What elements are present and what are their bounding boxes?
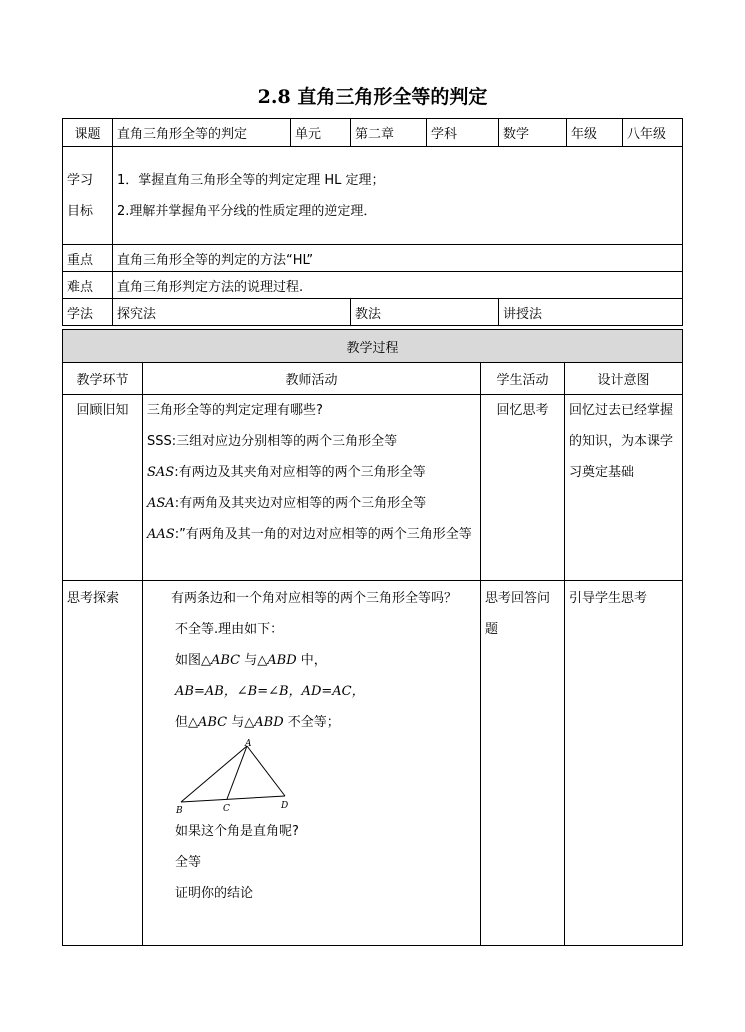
course-label: 课题 — [63, 119, 113, 147]
point-c-label: C — [223, 804, 230, 814]
explore-line-2: AB=AB，∠B=∠B，AD=AC， — [175, 684, 365, 699]
review-sas — [147, 457, 476, 488]
course-value: 直角三角形全等的判定 — [113, 119, 291, 147]
key-label: 重点 — [63, 245, 113, 272]
grade-value: 八年级 — [623, 119, 683, 147]
column-header-intent: 设计意图 — [565, 363, 683, 395]
explore-answer: 不全等.理由如下： — [175, 622, 284, 637]
review-aas — [147, 519, 476, 550]
method-value: 探究法 — [113, 299, 351, 326]
review-intent: 回忆过去已经掌握的知识，为本课学习奠定基础 — [565, 395, 683, 581]
explore-question-2: 如果这个角是直角呢? — [175, 824, 299, 839]
goal-item-1: 1．掌握直角三角形全等的判定定理 HL 定理； — [117, 172, 385, 188]
review-student: 回忆思考 — [481, 395, 565, 581]
process-header: 教学过程 — [63, 330, 683, 363]
teaching-process-table — [62, 329, 683, 946]
review-teacher — [143, 395, 481, 581]
review-question: 三角形全等的判定定理有哪些? — [147, 403, 323, 418]
l3-b: ABC — [198, 715, 228, 730]
explore-student: 思考回答问题 — [481, 581, 565, 946]
column-header-teacher: 教师活动 — [143, 363, 481, 395]
l1-c: 与△ — [240, 653, 268, 668]
subject-label: 学科 — [427, 119, 499, 147]
goal-label-line-1: 学习 — [67, 172, 94, 188]
review-stage: 回顾旧知 — [63, 395, 143, 581]
l1-d: ABD — [267, 653, 297, 668]
goal-item-2: 2.理解并掌握角平分线的性质定理的逆定理． — [117, 203, 377, 219]
point-b-label: B — [176, 806, 183, 816]
l3-d: ABD — [254, 715, 284, 730]
explore-line-1 — [175, 645, 476, 676]
sas-key: SAS — [147, 465, 175, 480]
explore-answer-2: 全等 — [175, 855, 202, 870]
aas-key: AAS — [147, 527, 175, 542]
l1-e: 中， — [296, 653, 327, 668]
l3-a: 但△ — [175, 715, 198, 730]
review-sss: SSS:三组对应边分别相等的两个三角形全等 — [147, 434, 398, 449]
explore-prove: 证明你的结论 — [175, 886, 254, 901]
goal-label — [63, 147, 113, 245]
explore-line-3 — [175, 707, 476, 738]
goal-content — [113, 147, 683, 245]
segment-ab — [181, 746, 247, 802]
aas-text: :”有两角及其一角的对边对应相等的两个三角形全等 — [174, 527, 472, 542]
sas-text: :有两边及其夹角对应相等的两个三角形全等 — [174, 465, 426, 480]
explore-intent: 引导学生思考 — [565, 581, 683, 946]
l1-a: 如图△ — [175, 653, 211, 668]
difficult-value: 直角三角形判定方法的说理过程. — [113, 272, 683, 299]
teach-label: 教法 — [351, 299, 499, 326]
explore-teacher — [143, 581, 481, 946]
method-label: 学法 — [63, 299, 113, 326]
segment-ad — [247, 746, 285, 796]
explore-body — [147, 614, 476, 909]
l1-b: ABC — [211, 653, 241, 668]
explore-stage: 思考探索 — [63, 581, 143, 946]
unit-value: 第二章 — [351, 119, 427, 147]
triangle-figure — [175, 738, 295, 816]
unit-label: 单元 — [291, 119, 351, 147]
lesson-info-table — [62, 118, 683, 326]
difficult-label: 难点 — [63, 272, 113, 299]
page-title: 2.8 直角三角形全等的判定 — [257, 86, 488, 108]
segment-bd — [181, 796, 285, 802]
teach-value: 讲授法 — [499, 299, 683, 326]
key-value: 直角三角形全等的判定的方法“HL” — [113, 245, 683, 272]
explore-question: 有两条边和一个角对应相等的两个三角形全等吗？ — [171, 591, 458, 606]
grade-label: 年级 — [567, 119, 623, 147]
asa-text: :有两角及其夹边对应相等的两个三角形全等 — [174, 496, 427, 511]
l3-c: 与△ — [227, 715, 255, 730]
column-header-stage: 教学环节 — [63, 363, 143, 395]
asa-key: ASA — [147, 496, 175, 511]
column-header-student: 学生活动 — [481, 363, 565, 395]
goal-label-line-2: 目标 — [67, 203, 94, 219]
subject-value: 数学 — [499, 119, 567, 147]
point-a-label: A — [245, 739, 252, 749]
point-d-label: D — [281, 801, 289, 811]
review-asa — [147, 488, 476, 519]
l3-e: 不全等； — [283, 715, 340, 730]
